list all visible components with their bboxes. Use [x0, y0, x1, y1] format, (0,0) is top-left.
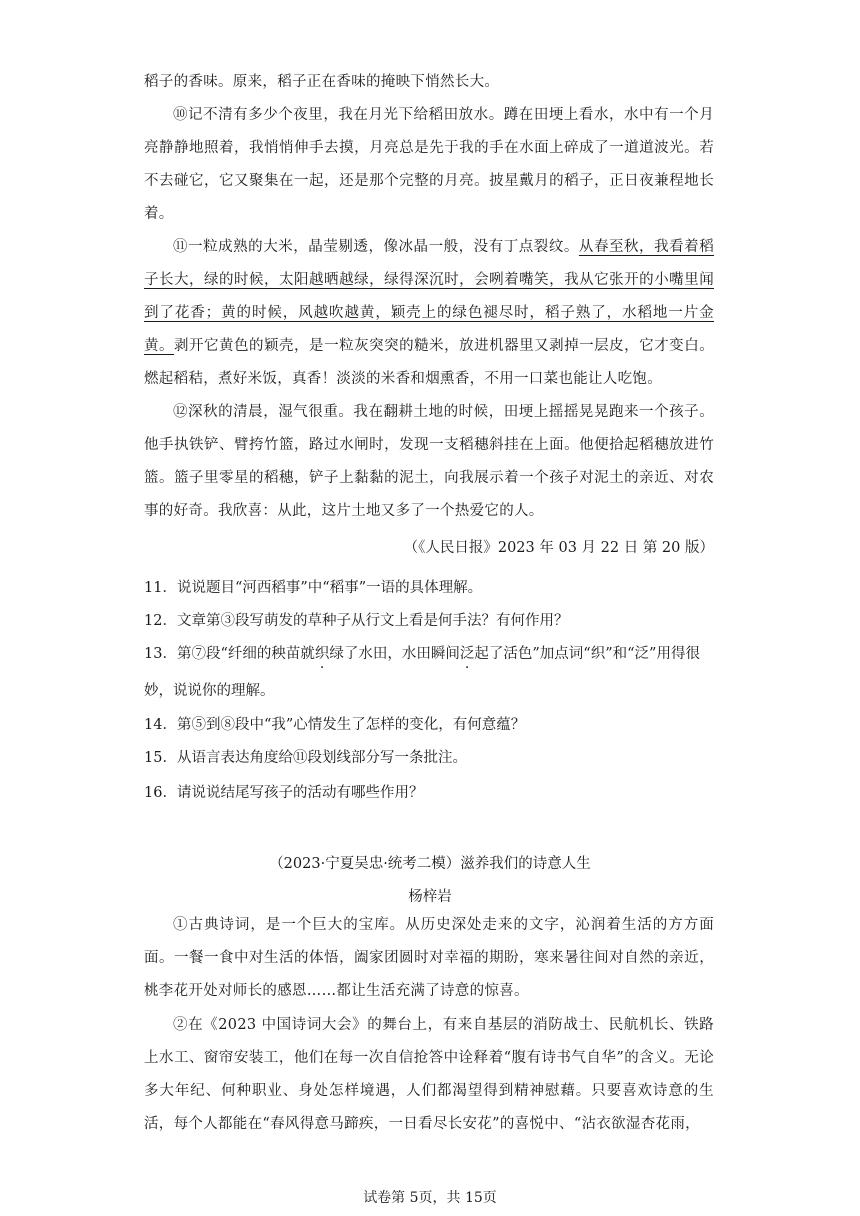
dotted-word-zhi: 织: [314, 646, 330, 662]
question-13-text-c: 起了活色”加点词“织”和“泛”用得很: [474, 646, 700, 662]
article-2-paragraph-1: ①古典诗词，是一个巨大的宝库。从历史深处走来的文字，沁润着生活的方方面面。一餐一食中对生活的体悟，阖家团圆时对幸福的期盼，寒来暑往间对自然的亲近，桃李花开处对师长的感恩……都让生活充满了诗意的惊喜。: [144, 917, 714, 999]
question-11: 11．说说题目“河西稻事”中“稻事”一语的具体理解。: [144, 580, 483, 596]
paragraph-11-intro: ⑪一粒成熟的大米，晶莹剔透，像冰晶一般，没有丁点裂纹。: [173, 239, 579, 255]
dotted-word-fan: 泛: [459, 646, 475, 662]
question-15: 15．从语言表达角度给⑪段划线部分写一条批注。: [144, 750, 467, 766]
question-13: [144, 642, 700, 663]
paragraph-12: ⑫深秋的清晨，湿气很重。我在翻耕土地的时候，田埂上摇摇晃晃跑来一个孩子。他手执铁铲、臂挎竹篮，路过水闸时，发现一支稻穗斜挂在上面。他便拾起稻穗放进竹篮。篮子里零星的稻穗，铲子上黏黏的泥土，向我展示着一个孩子对泥土的亲近、对农事的好奇。我欣喜：从此，这片土地又多了一个热爱它的人。: [144, 404, 714, 519]
question-16: 16．请说说结尾写孩子的活动有哪些作用？: [144, 785, 424, 801]
page-footer: 试卷第 5页，共 15页: [363, 1190, 497, 1206]
question-13-text-a: 13．第⑦段“纤细的秧苗就: [144, 646, 315, 662]
paragraph-10: ⑩记不清有多少个夜里，我在月光下给稻田放水。蹲在田埂上看水，水中有一个月亮静静地照着，我悄悄伸手去摸，月亮总是先于我的手在水面上碎成了一道道波光。若不去碰它，它又聚集在一起，还是那个完整的月亮。披星戴月的稻子，正日夜兼程地长着。: [144, 107, 714, 222]
paragraph-continuation: 稻子的香味。原来，稻子正在香味的掩映下悄然长大。: [144, 74, 500, 90]
paragraph-11-rest: 剥开它黄色的颖壳，是一粒灰突突的糙米，放进机器里又剥掉一层皮，它才变白。燃起稻秸，煮好米饭，真香！淡淡的米香和烟熏香，不用一口菜也能让人吃饱。: [144, 338, 714, 387]
question-14: 14．第⑤到⑧段中“我”心情发生了怎样的变化，有何意蕴？: [144, 717, 526, 733]
question-12: 12．文章第③段写萌发的草种子从行文上看是何手法？有何作用？: [144, 613, 569, 629]
question-13-text-b: 绿了水田，水田瞬间: [329, 646, 460, 662]
article-2-title: （2023·宁夏吴忠·统考二模）滋养我们的诗意人生: [269, 856, 591, 872]
paragraph-11-underlined: 从春至秋，我看着稻子长大，绿的时候，太阳越晒越绿，绿得深沉时，会咧着嘴笑，我从它张开的小嘴里闻到了花香；黄的时候，风越吹越黄，颖壳上的绿色褪尽时，稻子熟了，水稻地一片金黄。: [144, 239, 714, 354]
question-13-continued: 妙，说说你的理解。: [144, 683, 275, 699]
article-2-paragraph-2: ②在《2023 中国诗词大会》的舞台上，有来自基层的消防战士、民航机长、铁路上水工、窗帘安装工，他们在每一次自信抢答中诠释着“腹有诗书气自华”的含义。无论多大年纪、何种职业、身处怎样境遇，人们都渴望得到精神慰藉。只要喜欢诗意的生活，每个人都能在“春风得意马蹄疾，一日看尽长安花”的喜悦中、“沾衣欲湿杏花雨，: [144, 1017, 714, 1132]
paragraph-11: [144, 231, 714, 396]
source-citation: （《人民日报》2023 年 03 月 22 日 第 20 版）: [403, 540, 714, 556]
article-2-author: 杨梓岩: [408, 889, 452, 905]
